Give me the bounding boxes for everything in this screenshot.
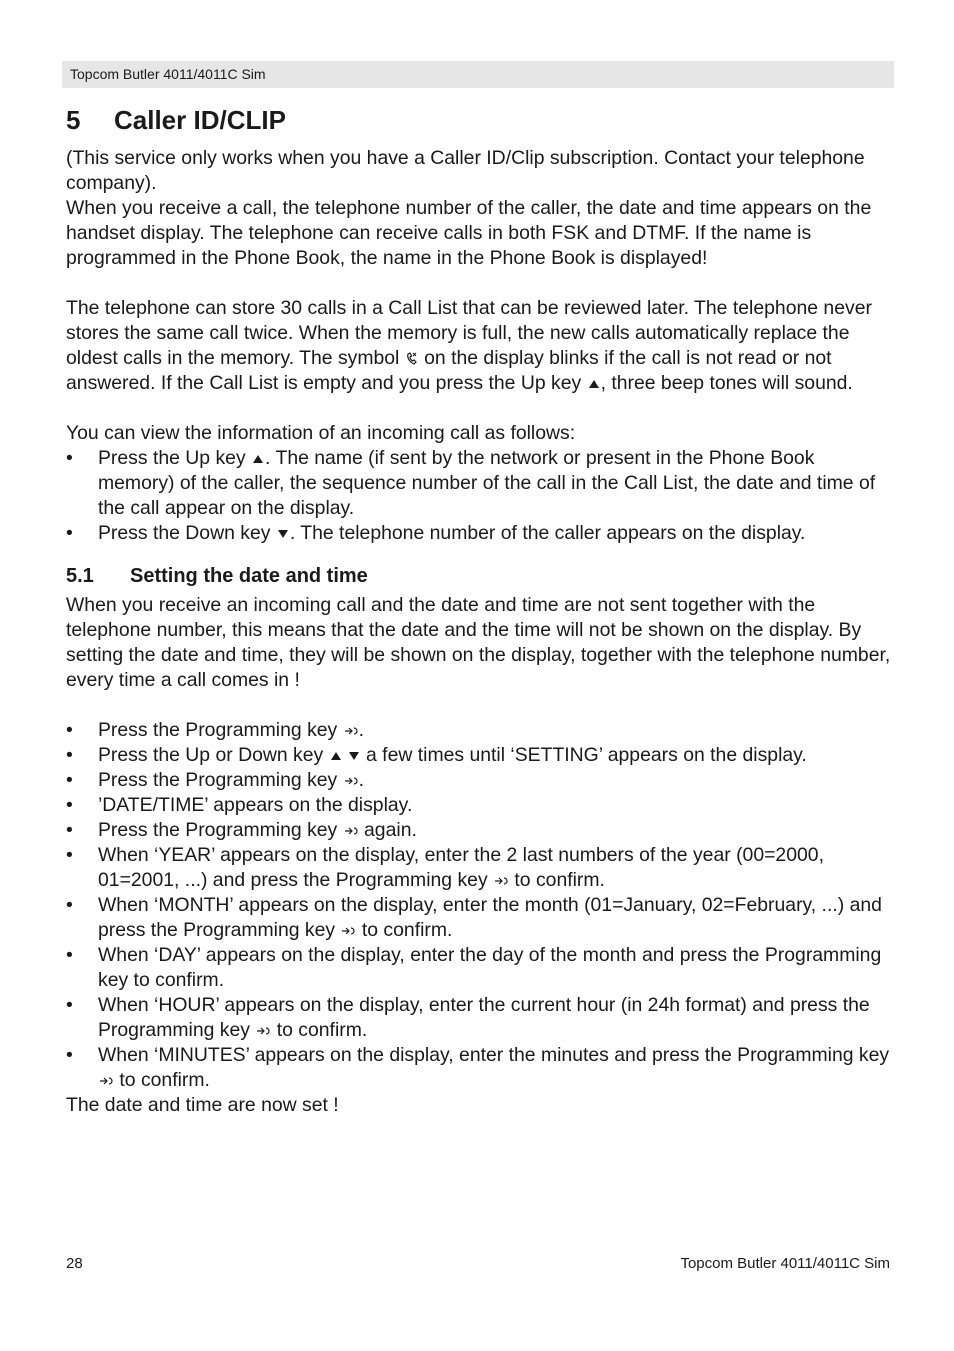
programming-key-icon [343, 725, 359, 737]
subsection-heading [66, 562, 892, 590]
list-item [66, 843, 892, 893]
text-run: to confirm. [271, 1019, 368, 1041]
bullet: • [66, 819, 73, 841]
text-run: ’DATE/TIME’ appears on the display. [98, 794, 413, 816]
up-arrow-icon [587, 378, 601, 390]
bullet: • [66, 447, 73, 469]
list-item [66, 768, 892, 793]
list-item [66, 521, 892, 546]
list-item [66, 793, 892, 818]
bullet: • [66, 1044, 73, 1066]
text-run: Press the Down key [98, 522, 276, 544]
text-run: When ‘MONTH’ appears on the display, enter the month (01=January, 02=February, ...) and press the Programming key [98, 894, 882, 941]
up-arrow-icon [251, 453, 265, 465]
bullet: • [66, 944, 73, 966]
text-run: , three beep tones will sound. [600, 372, 853, 394]
programming-key-icon [255, 1025, 271, 1037]
programming-key-icon [98, 1075, 114, 1087]
text-run: Press the Programming key [98, 769, 343, 791]
text-run: to confirm. [509, 869, 605, 891]
list-item [66, 446, 892, 521]
list-item [66, 718, 892, 743]
text-run: Press the Up key [98, 447, 252, 469]
bullet: • [66, 522, 73, 544]
footer-title: Topcom Butler 4011/4011C Sim [680, 1255, 890, 1272]
text-run: When ‘YEAR’ appears on the display, enter the 2 last numbers of the year (00=2000, 01=2001, ...) and press the Programming key [98, 844, 824, 891]
down-arrow-icon [276, 528, 290, 540]
text-run: Press the Programming key [98, 819, 343, 841]
text-run: . [358, 719, 365, 741]
bullet: • [66, 994, 73, 1016]
header-bar [62, 61, 894, 88]
subsection-number: 5.1 [66, 565, 94, 587]
bullet: • [66, 769, 73, 791]
text-run: to confirm. [356, 919, 453, 941]
text-run: When ‘HOUR’ appears on the display, enter the current hour (in 24h format) and press the Programming key [98, 994, 870, 1041]
text-run: . The telephone number of the caller appears on the display. [289, 522, 806, 544]
text-run: Press the Up or Down key [98, 744, 329, 766]
bullet: • [66, 794, 73, 816]
bullet: • [66, 844, 73, 866]
subsection-title: Setting the date and time [130, 565, 368, 587]
display-paragraph: When you receive a call, the telephone number of the caller, the date and time appears on the handset display. The telephone can receive calls in both FSK and DTMF. If the name is programmed in the Phone Book, the name in the Phone Book is displayed! [66, 197, 872, 269]
text-run: When ‘DAY’ appears on the display, enter the day of the month and press the Programming key to confirm. [98, 944, 882, 991]
section-heading [66, 102, 892, 138]
text-run: The telephone can store 30 calls in a Call List that can be reviewed later. The telephone never stores the same call twice. When the memory is full, the new calls automatically replace the oldest calls in the memory. The symbol [66, 297, 872, 369]
list-item [66, 1043, 892, 1093]
view-steps-list [66, 446, 892, 546]
bullet: • [66, 894, 73, 916]
text-run: When ‘MINUTES’ appears on the display, enter the minutes and press the Programming key [98, 1044, 890, 1066]
programming-key-icon [343, 775, 359, 787]
programming-key-icon [343, 825, 359, 837]
section-title: Caller ID/CLIP [114, 105, 286, 135]
list-item [66, 993, 892, 1043]
bullet: • [66, 719, 73, 741]
call-list-paragraph [66, 296, 892, 396]
text-run: again. [358, 819, 417, 841]
text-run: to confirm. [114, 1069, 210, 1091]
subsection-paragraph: When you receive an incoming call and the date and time are not sent together with the telephone number, this means that the date and the time will not be shown on the display. By setting the date and time, they will be shown on the display, together with the telephone number, every time a call comes in ! [66, 594, 891, 691]
text-run: . The name (if sent by the network or present in the Phone Book memory) of the caller, the sequence number of the call in the Call List, the date and time of the call appear on the display. [98, 447, 876, 519]
list-item [66, 893, 892, 943]
list-item [66, 818, 892, 843]
down-arrow-icon [347, 750, 361, 762]
list-item [66, 943, 892, 993]
programming-key-icon [340, 925, 356, 937]
text-run: Press the Programming key [98, 719, 343, 741]
text-run: . [358, 769, 365, 791]
page-number: 28 [66, 1255, 83, 1272]
text-run: a few times until ‘SETTING’ appears on the display. [360, 744, 807, 766]
bullet: • [66, 744, 73, 766]
intro-paragraph: (This service only works when you have a Caller ID/Clip subscription. Contact your telephone company). [66, 147, 865, 194]
section-number: 5 [66, 105, 81, 135]
list-item [66, 743, 892, 768]
page-content [66, 102, 892, 1118]
up-arrow-icon [329, 750, 343, 762]
programming-key-icon [493, 875, 509, 887]
missed-call-icon [405, 351, 419, 367]
date-steps-list [66, 718, 892, 1093]
closing-line: The date and time are now set ! [66, 1094, 339, 1116]
text-run: on the display blinks if the call is not read or not answered. If the Call List is empty and you press the Up key [66, 347, 832, 394]
header-title: Topcom Butler 4011/4011C Sim [70, 66, 266, 82]
view-intro: You can view the information of an incoming call as follows: [66, 422, 576, 444]
